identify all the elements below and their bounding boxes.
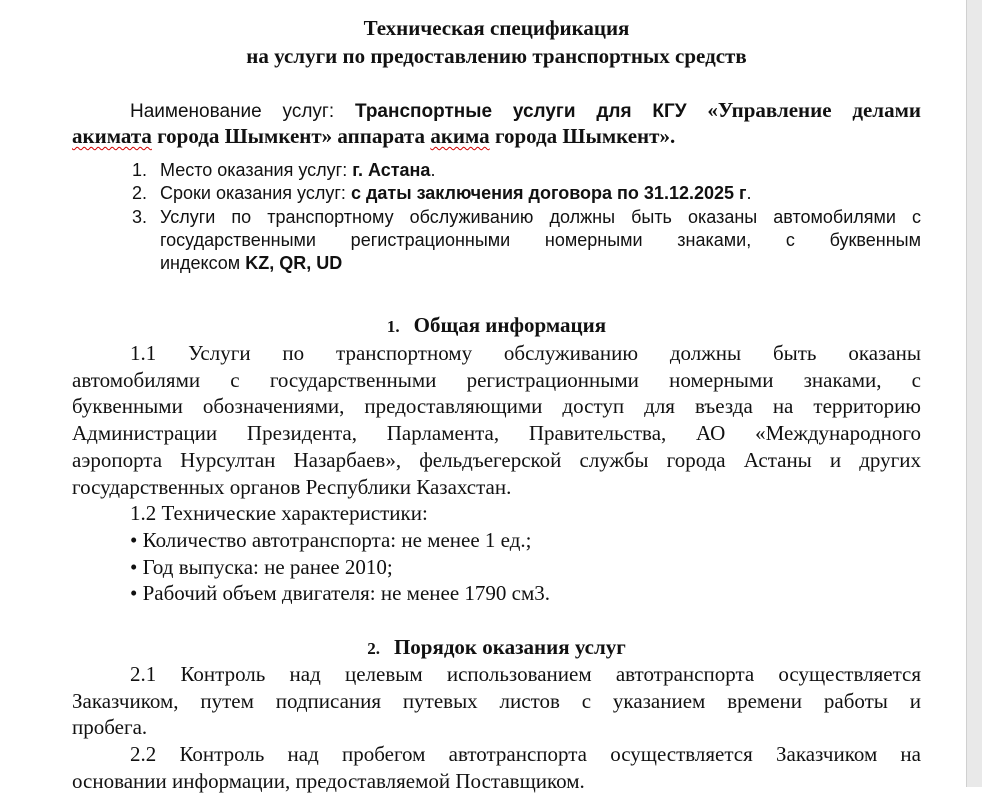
paragraph-line: 1.1 Услуги по транспортному обслуживанию должны быть оказаны: [130, 341, 921, 365]
intro-list-item-1: [132, 159, 921, 182]
paragraph-line: буквенными обозначениями, предоставляющими доступ для въезда на территорию: [72, 394, 921, 419]
list-number: 2.: [132, 183, 148, 203]
section-number: 2.: [367, 639, 380, 658]
paragraph-line: 1.2 Технические характеристики:: [130, 501, 428, 526]
section-title: Порядок оказания услуг: [393, 635, 626, 659]
list-item-value: с даты заключения договора по 31.12.2025 г: [350, 183, 747, 203]
section-1-paragraph-1: [72, 340, 921, 607]
service-name-value-1: Транспортные услуги для КГУ: [354, 101, 687, 122]
paragraph-line: Заказчиком, путем подписания путевых листов с указанием времени работы и: [72, 688, 921, 713]
list-item-tail: .: [746, 183, 752, 203]
list-number: 3.: [132, 207, 148, 227]
paragraph-line: аэропорта Нурсултан Назарбаев», фельдъегерской службы города Астаны и других: [72, 447, 921, 472]
list-item-value: KZ, QR, UD: [245, 253, 343, 273]
service-name-line-1: [72, 97, 921, 125]
title-line-2: на услуги по предоставлению транспортных средств: [246, 44, 747, 68]
paragraph-line: пробега.: [72, 715, 148, 740]
section-2-heading: [72, 634, 921, 662]
paragraph-line: 2.2 Контроль над пробегом автотранспорта осуществляется Заказчиком на: [130, 742, 921, 767]
paragraph-line: основании информации, предоставляемой Поставщиком.: [72, 768, 585, 793]
list-item-label: Сроки оказания услуг:: [160, 183, 346, 203]
list-item-line-3: [160, 252, 921, 275]
spellcheck-word-akimata: акимата: [72, 124, 152, 148]
bullet-item: • Год выпуска: не ранее 2010;: [130, 554, 393, 579]
vertical-scrollbar[interactable]: [966, 0, 982, 787]
paragraph-line: 2.1 Контроль над целевым использованием автотранспорта осуществляется: [130, 662, 921, 686]
service-name-line-2-mid: города Шымкент» аппарата: [157, 124, 426, 148]
list-number: 1.: [132, 160, 148, 180]
service-name-line-2: [72, 123, 921, 149]
section-1-heading: [72, 312, 921, 340]
service-name-label: Наименование услуг:: [130, 101, 335, 122]
service-name-line-2-end: города Шымкент».: [494, 124, 676, 148]
section-title: Общая информация: [413, 313, 607, 337]
document-title: [72, 14, 921, 70]
section-2-paragraphs: [72, 661, 921, 795]
bullet-item: • Количество автотранспорта: не менее 1 ед.;: [130, 527, 532, 552]
list-item-tail: .: [430, 160, 436, 180]
list-item-label: индексом: [160, 253, 241, 273]
list-item-line-2: государственными регистрационными номерными знаками, с буквенным: [160, 230, 921, 250]
title-line-1: Техническая спецификация: [363, 16, 630, 40]
intro-list-item-2: [132, 182, 921, 205]
paragraph-line: Администрации Президента, Парламента, Правительства, АО «Международного: [72, 421, 921, 446]
spellcheck-word-akima: акима: [430, 124, 490, 148]
list-item-value: г. Астана: [352, 160, 431, 180]
paragraph-line: государственных органов Республики Казахстан.: [72, 474, 512, 499]
section-number: 1.: [386, 317, 400, 336]
paragraph-line: автомобилями с государственными регистрационными номерными знаками, с: [72, 367, 921, 392]
bullet-item: • Рабочий объем двигателя: не менее 1790 см3.: [130, 581, 551, 606]
list-item-line-1: Услуги по транспортному обслуживанию должны быть оказаны автомобилями с: [160, 207, 921, 227]
list-item-label: Место оказания услуг:: [160, 160, 348, 180]
intro-list-item-3: [132, 206, 921, 275]
service-name-value-2: «Управление делами: [707, 98, 921, 122]
